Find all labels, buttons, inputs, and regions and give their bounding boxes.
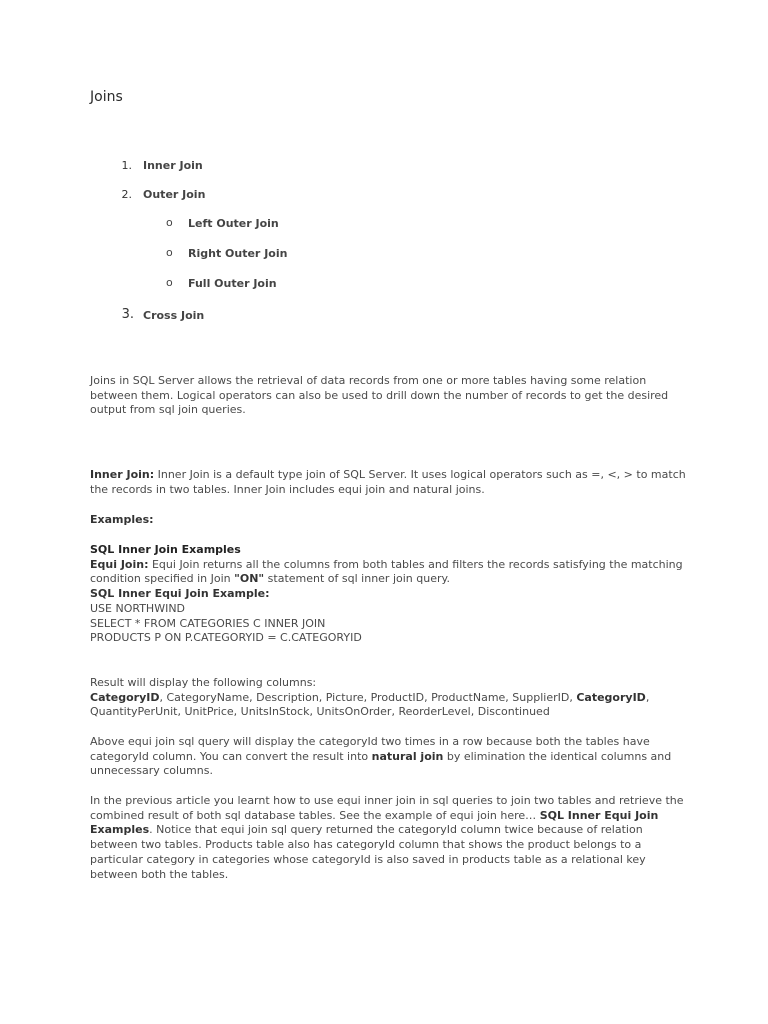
- inner-join-paragraph: [90, 468, 690, 497]
- result-columns-text: , CategoryName, Description, Picture, ProductID, ProductName, SupplierID,: [159, 690, 577, 704]
- sub-list-item-label: Full Outer Join: [188, 277, 277, 290]
- code-line: PRODUCTS P ON P.CATEGORYID = C.CATEGORYID: [90, 631, 362, 645]
- above-text: Above equi join sql query will display the categoryId two times in a row because both the tables have categoryId column. You can convert the result into: [90, 735, 650, 763]
- sub-list-item-label: Left Outer Join: [188, 217, 279, 230]
- on-keyword: "ON": [234, 572, 265, 586]
- result-intro: Result will display the following columns:: [90, 676, 317, 689]
- code-line: SELECT * FROM CATEGORIES C INNER JOIN: [90, 616, 326, 630]
- equi-example-heading-text: SQL Inner Equi Join Example:: [90, 587, 270, 601]
- equi-join-label: Equi Join:: [90, 557, 149, 571]
- sql-heading: [90, 543, 690, 558]
- sub-list-item-label: Right Outer Join: [188, 247, 288, 260]
- equi-join-paragraph: [90, 558, 690, 587]
- examples-heading-text: Examples:: [90, 513, 154, 526]
- inner-join-label: Inner Join:: [90, 468, 155, 481]
- previous-article-paragraph: [90, 794, 690, 882]
- bullet-icon: o: [166, 216, 173, 229]
- inner-join-text: Inner Join is a default type join of SQL Server. It uses logical operators such as =, <, > to match the records in two tables. Inner Join includes equi join and natural joins.: [90, 468, 686, 496]
- list-number: 2.: [121, 188, 132, 201]
- intro-paragraph: Joins in SQL Server allows the retrieval of data records from one or more tables having some relation between them. Logical operators can also be used to drill down the number of records to get the desired output from sql join queries.: [90, 374, 669, 417]
- list-item-label: Cross Join: [143, 309, 205, 322]
- equi-join-examples-link: SQL Inner Equi Join Examples: [90, 808, 659, 837]
- result-column-bold: CategoryID: [90, 690, 160, 704]
- previous-text: In the previous article you learnt how to use equi inner join in sql queries to join two tables and retrieve the combined result of both sql database tables. See the example of equi join here…: [90, 794, 684, 822]
- result-column-bold: CategoryID: [576, 690, 646, 704]
- result-columns-text: , QuantityPerUnit, UnitPrice, UnitsInStock, UnitsOnOrder, ReorderLevel, Discontinued: [90, 690, 650, 719]
- previous-text-after: . Notice that equi join sql query returned the categoryId column twice because of relation between two tables. Products table also has categoryId column that shows the product belongs to a particular category in categories whose categoryId is also saved in products table as a relational key between both the tables.: [90, 823, 646, 881]
- natural-join-bold: natural join: [371, 749, 444, 763]
- above-paragraph: [90, 735, 690, 779]
- examples-heading: [90, 513, 690, 528]
- bullet-icon: o: [166, 276, 173, 289]
- result-paragraph: [90, 676, 690, 720]
- above-text-after: by elimination the identical columns and unnecessary columns.: [90, 749, 672, 778]
- list-number: 1.: [121, 159, 132, 172]
- list-item-label: Outer Join: [143, 188, 206, 201]
- bullet-icon: o: [166, 246, 173, 259]
- list-number: 3.: [121, 307, 134, 322]
- sql-examples-section: [90, 543, 690, 646]
- sql-heading-text: SQL Inner Join Examples: [90, 543, 241, 556]
- code-line: USE NORTHWIND: [90, 601, 186, 615]
- equi-example-heading: [90, 587, 690, 602]
- list-item-label: Inner Join: [143, 159, 203, 172]
- equi-join-text-after: statement of sql inner join query.: [264, 572, 450, 586]
- page-title: Joins: [90, 89, 123, 105]
- equi-join-text: Equi Join returns all the columns from both tables and filters the records satisfying the matching condition specified in Join: [90, 557, 683, 586]
